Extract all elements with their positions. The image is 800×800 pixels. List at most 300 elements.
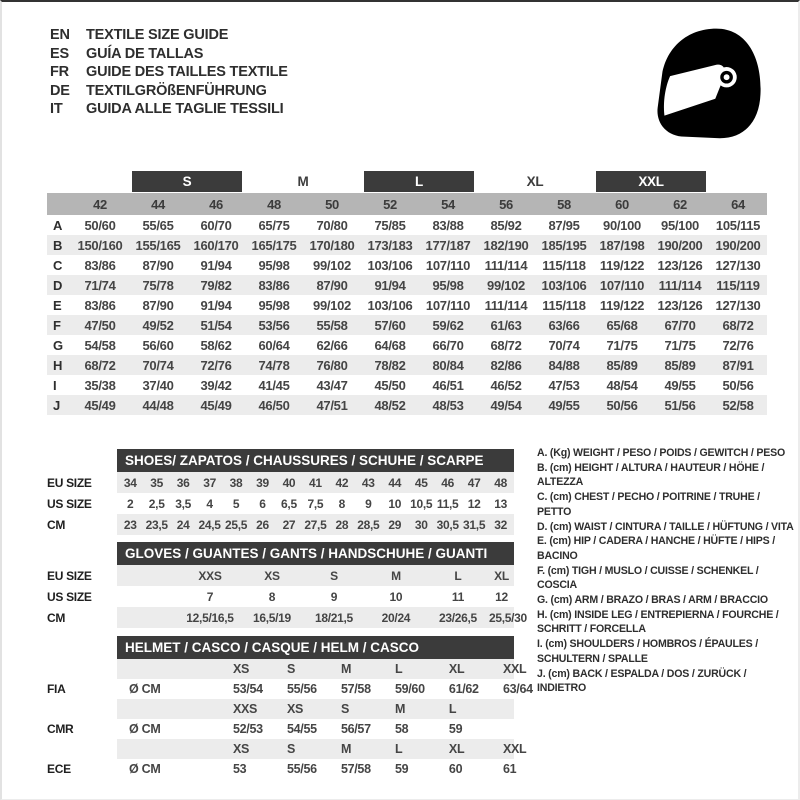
size-number-cell: 60 <box>593 193 651 215</box>
textile-size-table-body <box>47 215 767 415</box>
guide-title: TEXTILGRÖßENFÜHRUNG <box>86 82 267 99</box>
size-letter-label: S <box>132 171 242 192</box>
measurement-value-cell: 80/84 <box>419 355 477 375</box>
shoes-size-cell: 39 <box>249 472 275 493</box>
measurement-value-cell: 78/82 <box>361 355 419 375</box>
size-number-cell: 62 <box>651 193 709 215</box>
shoes-size-cell: 26 <box>249 514 275 535</box>
measurement-value-cell: 68/72 <box>709 315 767 335</box>
measurement-value-cell: 150/160 <box>71 235 129 255</box>
measurement-row <box>47 295 767 315</box>
measurement-value-cell: 47/53 <box>548 377 580 393</box>
language-code: EN <box>50 27 70 43</box>
language-code: DE <box>50 82 70 99</box>
measurement-value-cell: 155/165 <box>129 235 187 255</box>
measurement-value-cell: 49/55 <box>664 377 696 393</box>
measurement-value-cell: 177/187 <box>419 235 477 255</box>
gloves-header-spacer <box>47 542 117 565</box>
shoes-table-title: SHOES/ ZAPATOS / CHAUSSURES / SCHUHE / SCARPE <box>117 449 514 472</box>
helmet-size-cell: 55/56 <box>286 762 317 776</box>
measurement-row <box>47 215 767 235</box>
measurement-row <box>47 355 767 375</box>
measurement-value-cell: 71/75 <box>606 337 638 353</box>
helmet-size-cell <box>493 699 514 719</box>
shoes-size-cell: 38 <box>223 472 249 493</box>
helmet-row-label: CMR <box>47 722 74 736</box>
legend-item: F. (cm) TIGH / MUSLO / CUISSE / SCHENKEL / COSCIA <box>537 564 759 592</box>
measurement-value-cell: 56/60 <box>142 337 174 353</box>
helmet-size-row <box>47 719 514 739</box>
size-number-cell: 56 <box>477 193 535 215</box>
shoes-size-cell: 42 <box>329 472 355 493</box>
shoes-size-table <box>47 449 514 535</box>
shoes-size-cell: 5 <box>232 496 240 511</box>
shoes-size-cell: 45 <box>408 472 434 493</box>
measurement-value-cell: 50/56 <box>593 395 651 415</box>
measurement-value-cell: 187/198 <box>593 235 651 255</box>
size-number-cell: 48 <box>245 193 303 215</box>
size-letter-cell <box>477 169 593 193</box>
size-number-spacer <box>47 193 71 215</box>
measurement-value-cell: 67/70 <box>651 315 709 335</box>
legend-item: D. (cm) WAIST / CINTURA / TAILLE / HÜFTUNG / VITA <box>537 520 794 533</box>
shoes-size-cell: 31,5 <box>461 514 487 535</box>
shoes-size-cell: 46 <box>434 472 460 493</box>
helmet-size-cell: 53 <box>232 762 247 776</box>
shoes-size-cell: 32 <box>487 514 514 535</box>
measurement-value-cell: 87/90 <box>142 297 174 313</box>
helmet-size-cell: 63/64 <box>502 682 533 696</box>
size-letter-cell <box>593 169 709 193</box>
measurement-value-cell: 65/75 <box>258 217 290 233</box>
gloves-size-cell: 18/21,5 <box>303 607 365 628</box>
gloves-size-row <box>47 565 514 586</box>
measurement-value-cell: 44/48 <box>129 395 187 415</box>
measurement-value-cell: 48/52 <box>361 395 419 415</box>
size-letter-cell <box>245 169 361 193</box>
measurement-value-cell: 83/86 <box>84 257 116 273</box>
shoes-size-row <box>47 493 514 514</box>
measurement-row-label: B <box>47 235 71 255</box>
measurement-value-cell: 41/45 <box>258 377 290 393</box>
helmet-size-cell: S <box>277 739 331 759</box>
shoes-size-cell: 25,5 <box>223 514 249 535</box>
gloves-size-cell: 12,5/16,5 <box>179 607 241 628</box>
measurement-legend <box>537 446 795 696</box>
gloves-size-cell: M <box>365 565 427 586</box>
helmet-size-cell: XL <box>439 739 493 759</box>
measurement-value-cell: 53/56 <box>245 315 303 335</box>
measurement-value-cell: 115/118 <box>542 257 586 273</box>
shoes-size-cell: 27 <box>276 514 302 535</box>
measurement-value-cell: 51/56 <box>651 395 709 415</box>
helmet-row-label <box>47 659 117 679</box>
measurement-value-cell: 62/66 <box>316 337 348 353</box>
helmet-size-cell: 53/54 <box>232 682 263 696</box>
shoes-size-cell: 43 <box>355 472 381 493</box>
legend-item: A. (Kg) WEIGHT / PESO / POIDS / GEWITCH / PESO <box>537 447 786 459</box>
measurement-value-cell: 72/76 <box>722 337 754 353</box>
shoes-size-row <box>47 514 514 535</box>
shoes-size-cell: 7,5 <box>307 496 324 511</box>
shoes-size-cell: 3,5 <box>175 496 192 511</box>
helmet-row-label <box>47 699 117 719</box>
helmet-header-spacer <box>47 636 117 659</box>
shoes-size-cell: 29 <box>382 514 408 535</box>
size-letter-row <box>47 169 767 193</box>
helmet-size-cell: 59/60 <box>394 682 425 696</box>
language-title-list <box>50 26 288 119</box>
helmet-size-cell: 56/57 <box>340 722 371 736</box>
shoes-size-cell: 13 <box>494 496 508 511</box>
gloves-size-cell: 20/24 <box>365 607 427 628</box>
measurement-row-label: F <box>47 315 71 335</box>
helmet-table-title: HELMET / CASCO / CASQUE / HELM / CASCO <box>117 636 514 659</box>
shoes-size-cell: 10,5 <box>410 496 433 511</box>
size-letter-spacer <box>47 169 129 193</box>
measurement-value-cell: 72/76 <box>187 355 245 375</box>
helmet-size-cell: 55/56 <box>286 682 317 696</box>
gloves-size-cell: S <box>303 565 365 586</box>
shoes-size-cell: 28,5 <box>355 514 381 535</box>
gloves-filler-cell <box>117 607 179 628</box>
helmet-size-cell: 57/58 <box>340 762 371 776</box>
shoes-size-cell: 4 <box>206 496 213 511</box>
gloves-size-cell: XL <box>489 565 514 586</box>
measurement-value-cell: 190/200 <box>651 235 709 255</box>
size-number-cell: 64 <box>709 193 767 215</box>
shoes-row-label: EU SIZE <box>47 475 92 490</box>
measurement-value-cell: 99/102 <box>313 297 351 313</box>
measurement-value-cell: 95/98 <box>419 275 477 295</box>
helmet-size-cell: XS <box>223 739 277 759</box>
helmet-size-row <box>47 759 514 779</box>
shoes-size-cell: 6 <box>259 496 266 511</box>
helmet-size-cell: L <box>385 739 439 759</box>
gloves-size-cell: XXS <box>179 565 241 586</box>
shoes-size-cell: 35 <box>143 472 169 493</box>
size-number-cell: 52 <box>361 193 419 215</box>
gloves-row-label: US SIZE <box>47 589 92 604</box>
language-title-row <box>50 63 288 82</box>
shoes-size-cell: 48 <box>487 472 514 493</box>
guide-title: GUÍA DE TALLAS <box>86 45 204 62</box>
size-number-cell: 44 <box>129 193 187 215</box>
legend-item: G. (cm) ARM / BRAZO / BRAS / ARM / BRACCIO <box>537 594 768 607</box>
measurement-value-cell: 119/122 <box>599 297 645 313</box>
measurement-value-cell: 54/58 <box>84 337 116 353</box>
helmet-row-label <box>47 739 117 759</box>
measurement-value-cell: 79/82 <box>187 275 245 295</box>
measurement-value-cell: 105/115 <box>715 217 761 233</box>
textile-size-table <box>47 169 767 415</box>
shoes-size-cell: 41 <box>302 472 328 493</box>
shoes-size-cell: 30 <box>408 514 434 535</box>
measurement-value-cell: 46/50 <box>245 395 303 415</box>
helmet-size-cell: XXL <box>493 659 514 679</box>
helmet-size-cell: L <box>439 699 493 719</box>
shoes-row-label: US SIZE <box>47 496 92 511</box>
gloves-table-body <box>47 565 527 628</box>
helmet-filler-cell <box>169 759 223 779</box>
measurement-value-cell: 71/74 <box>71 275 129 295</box>
measurement-value-cell: 43/47 <box>316 377 348 393</box>
size-number-cell: 42 <box>71 193 129 215</box>
measurement-value-cell: 111/114 <box>484 297 528 313</box>
helmet-size-cell: 59 <box>394 762 409 776</box>
measurement-value-cell: 87/91 <box>709 355 767 375</box>
legend-item: H. (cm) INSIDE LEG / ENTREPIERNA / FOURCHE / SCHRITT / FORCELLA <box>537 608 779 636</box>
measurement-value-cell: 50/56 <box>722 377 754 393</box>
measurement-value-cell: 71/75 <box>664 337 696 353</box>
measurement-value-cell: 83/86 <box>84 297 116 313</box>
size-letter-label: L <box>364 171 474 192</box>
shoes-size-cell: 44 <box>382 472 408 493</box>
shoes-size-cell: 2 <box>127 496 134 511</box>
measurement-value-cell: 95/100 <box>661 217 699 233</box>
measurement-value-cell: 74/78 <box>245 355 303 375</box>
size-number-cell: 50 <box>303 193 361 215</box>
helmet-size-table <box>47 636 533 779</box>
helmet-size-cell: 52/53 <box>232 722 263 736</box>
shoes-size-row <box>47 472 514 493</box>
helmet-unit-cell <box>117 659 169 679</box>
guide-title: GUIDA ALLE TAGLIE TESSILI <box>86 101 284 118</box>
measurement-value-cell: 182/190 <box>477 235 535 255</box>
measurement-value-cell: 103/106 <box>367 257 413 273</box>
measurement-value-cell: 58/62 <box>200 337 232 353</box>
helmet-size-cell: 54/55 <box>286 722 317 736</box>
measurement-value-cell: 50/60 <box>84 217 116 233</box>
measurement-value-cell: 55/58 <box>303 315 361 335</box>
helmet-unit-cell: Ø CM <box>129 762 161 776</box>
measurement-value-cell: 60/70 <box>200 217 232 233</box>
helmet-unit-cell: Ø CM <box>129 722 161 736</box>
measurement-value-cell: 59/62 <box>419 315 477 335</box>
language-title-row <box>50 26 288 45</box>
measurement-value-cell: 48/53 <box>419 395 477 415</box>
measurement-value-cell: 85/89 <box>651 355 709 375</box>
measurement-value-cell: 75/78 <box>129 275 187 295</box>
size-number-row <box>47 193 767 215</box>
measurement-value-cell: 64/68 <box>374 337 406 353</box>
shoes-table-body <box>47 472 514 535</box>
measurement-value-cell: 90/100 <box>603 217 641 233</box>
helmet-size-cell: M <box>385 699 439 719</box>
gloves-size-cell: 16,5/19 <box>241 607 303 628</box>
measurement-value-cell: 103/106 <box>367 297 413 313</box>
measurement-value-cell: 111/114 <box>484 257 528 273</box>
measurement-value-cell: 39/42 <box>200 377 232 393</box>
legend-item: E. (cm) HIP / CADERA / HANCHE / HÜFTE / HIPS / BACINO <box>537 535 776 562</box>
shoes-size-cell: 36 <box>170 472 196 493</box>
measurement-value-cell: 68/72 <box>71 355 129 375</box>
legend-item: C. (cm) CHEST / PECHO / POITRINE / TRUHE / PETTO <box>537 491 760 518</box>
measurement-row-label: E <box>53 297 62 313</box>
shoes-size-cell: 23 <box>117 514 143 535</box>
measurement-value-cell: 49/55 <box>535 395 593 415</box>
measurement-row-label: I <box>53 377 57 393</box>
measurement-value-cell: 70/74 <box>548 337 580 353</box>
shoes-size-cell: 30,5 <box>434 514 460 535</box>
gloves-size-cell: 7 <box>206 589 214 604</box>
measurement-value-cell: 119/122 <box>599 257 645 273</box>
gloves-header-row <box>47 542 514 565</box>
shoes-size-cell: 47 <box>461 472 487 493</box>
language-code: ES <box>50 45 69 62</box>
size-number-cell: 46 <box>187 193 245 215</box>
measurement-value-cell: 57/60 <box>361 315 419 335</box>
helmet-size-row <box>47 699 514 719</box>
measurement-value-cell: 46/51 <box>432 377 464 393</box>
helmet-size-cell: 61 <box>502 762 517 776</box>
helmet-size-cell: 59 <box>448 722 463 736</box>
gloves-size-row <box>47 607 514 628</box>
shoes-size-cell: 24,5 <box>196 514 222 535</box>
measurement-value-cell: 35/38 <box>84 377 116 393</box>
measurement-value-cell: 107/110 <box>425 257 471 273</box>
measurement-row <box>47 375 767 395</box>
helmet-size-row <box>47 739 514 759</box>
size-number-cell: 58 <box>535 193 593 215</box>
measurement-value-cell: 65/68 <box>593 315 651 335</box>
measurement-value-cell: 83/88 <box>432 217 464 233</box>
gloves-size-cell: 25,5/30 <box>489 607 514 628</box>
gloves-size-cell: 11 <box>451 589 464 604</box>
measurement-row-label: G <box>53 337 63 353</box>
gloves-filler-cell <box>117 586 179 607</box>
gloves-table-title: GLOVES / GUANTES / GANTS / HANDSCHUHE / GUANTI <box>117 542 514 565</box>
shoes-size-cell: 12 <box>467 496 481 511</box>
shoes-size-cell: 10 <box>388 496 402 511</box>
size-letter-cell <box>361 169 477 193</box>
language-code: FR <box>50 64 69 81</box>
gloves-size-cell: 23/26,5 <box>427 607 489 628</box>
gloves-size-cell: 12 <box>495 589 508 604</box>
helmet-filler-cell <box>169 739 223 759</box>
measurement-value-cell: 85/89 <box>593 355 651 375</box>
shoes-size-cell: 37 <box>196 472 222 493</box>
gloves-row-label: EU SIZE <box>47 568 92 583</box>
helmet-size-cell: L <box>385 659 439 679</box>
measurement-value-cell: 70/80 <box>316 217 348 233</box>
helmet-size-cell: 61/62 <box>448 682 479 696</box>
measurement-value-cell: 111/114 <box>651 275 709 295</box>
measurement-value-cell: 91/94 <box>200 257 232 273</box>
measurement-value-cell: 49/52 <box>129 315 187 335</box>
racing-helmet-icon <box>652 26 765 142</box>
legend-item: J. (cm) BACK / ESPALDA / DOS / ZURÜCK / INDIETRO <box>537 667 747 695</box>
guide-title: GUIDE DES TAILLES TEXTILE <box>86 64 288 81</box>
shoes-size-cell: 23,5 <box>143 514 169 535</box>
measurement-value-cell: 87/90 <box>303 275 361 295</box>
helmet-row-label: ECE <box>47 762 71 776</box>
shoes-size-cell: 34 <box>117 472 143 493</box>
legend-item: B. (cm) HEIGHT / ALTURA / HAUTEUR / HÖHE / ALTEZZA <box>537 461 765 489</box>
measurement-value-cell: 85/92 <box>490 217 522 233</box>
measurement-value-cell: 103/106 <box>535 275 593 295</box>
language-title-row <box>50 45 288 64</box>
helmet-filler-cell <box>169 699 223 719</box>
shoes-size-cell: 40 <box>276 472 302 493</box>
measurement-value-cell: 160/170 <box>187 235 245 255</box>
measurement-value-cell: 115/119 <box>709 275 767 295</box>
helmet-size-cell: XXL <box>493 739 514 759</box>
shoes-size-cell: 24 <box>170 514 196 535</box>
helmet-size-cell: 58 <box>394 722 409 736</box>
gloves-size-cell: 9 <box>330 589 338 604</box>
helmet-size-row <box>47 679 514 699</box>
helmet-size-cell: XS <box>223 659 277 679</box>
measurement-value-cell: 95/98 <box>258 297 290 313</box>
measurement-value-cell: 123/126 <box>657 257 703 273</box>
measurement-value-cell: 45/50 <box>374 377 406 393</box>
helmet-filler-cell <box>169 659 223 679</box>
helmet-filler-cell <box>169 719 223 739</box>
helmet-size-cell: S <box>331 699 385 719</box>
gloves-row-label: CM <box>47 610 66 625</box>
measurement-row-label: D <box>47 275 71 295</box>
measurement-value-cell: 107/110 <box>425 297 471 313</box>
measurement-row-label: C <box>53 257 63 273</box>
measurement-value-cell: 84/88 <box>535 355 593 375</box>
measurement-value-cell: 70/74 <box>129 355 187 375</box>
measurement-value-cell: 170/180 <box>303 235 361 255</box>
shoes-size-cell: 28 <box>329 514 355 535</box>
helmet-size-cell: XS <box>277 699 331 719</box>
language-title-row <box>50 82 288 101</box>
measurement-row <box>47 395 767 415</box>
helmet-size-cell: M <box>331 739 385 759</box>
shoes-size-cell: 6,5 <box>281 496 297 511</box>
shoes-size-cell: 11,5 <box>436 496 459 511</box>
measurement-value-cell: 45/49 <box>187 395 245 415</box>
legend-item: I. (cm) SHOULDERS / HOMBROS / ÉPAULES / SCHULTERN / SPALLE <box>537 638 758 665</box>
helmet-table-body <box>47 659 533 779</box>
shoes-header-spacer <box>47 449 117 472</box>
measurement-value-cell: 165/175 <box>245 235 303 255</box>
shoes-size-cell: 27,5 <box>302 514 328 535</box>
gloves-size-cell: XS <box>241 565 303 586</box>
size-letter-cell <box>129 169 245 193</box>
measurement-value-cell: 49/54 <box>477 395 535 415</box>
measurement-value-cell: 68/72 <box>490 337 522 353</box>
helmet-size-cell: 60 <box>448 762 463 776</box>
measurement-value-cell: 63/66 <box>535 315 593 335</box>
shoes-size-cell: 9 <box>365 496 372 511</box>
measurement-row <box>47 235 767 255</box>
helmet-unit-cell <box>117 699 169 719</box>
shoes-size-cell: 2,5 <box>148 496 165 511</box>
measurement-row <box>47 335 767 355</box>
helmet-size-cell: S <box>277 659 331 679</box>
measurement-value-cell: 115/118 <box>542 297 586 313</box>
measurement-value-cell: 99/102 <box>313 257 351 273</box>
measurement-value-cell: 60/64 <box>258 337 290 353</box>
measurement-value-cell: 47/51 <box>303 395 361 415</box>
helmet-size-cell: XL <box>439 659 493 679</box>
measurement-value-cell: 87/95 <box>548 217 580 233</box>
measurement-value-cell: 127/130 <box>715 257 761 273</box>
helmet-unit-cell: Ø CM <box>129 682 161 696</box>
measurement-value-cell: 51/54 <box>187 315 245 335</box>
measurement-value-cell: 66/70 <box>432 337 464 353</box>
gloves-size-cell: 8 <box>268 589 276 604</box>
helmet-size-row <box>47 659 514 679</box>
measurement-value-cell: 55/65 <box>142 217 174 233</box>
measurement-value-cell: 75/85 <box>374 217 406 233</box>
gloves-size-row <box>47 586 514 607</box>
